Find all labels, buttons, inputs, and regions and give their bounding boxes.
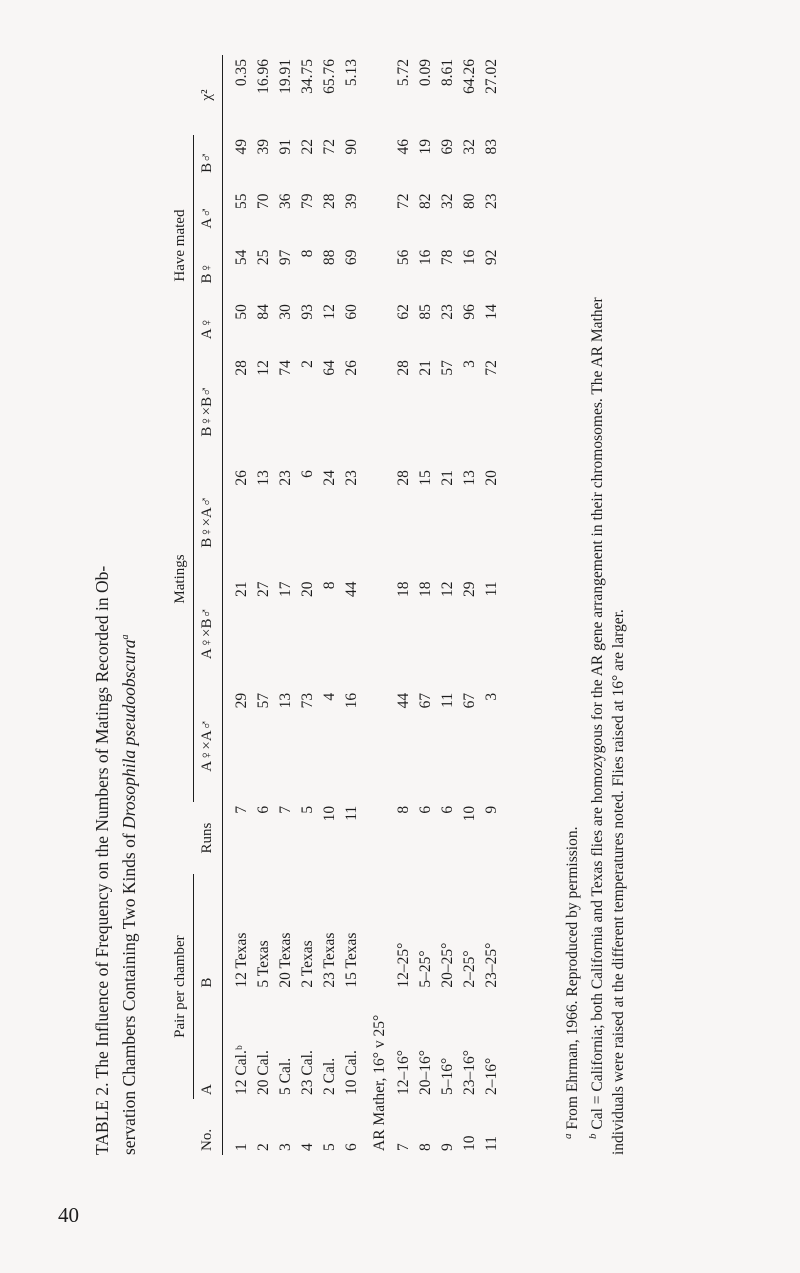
group-pair-per-chamber: Pair per chamber xyxy=(170,874,194,1099)
table-row: 10 23–16° 2–25° 10 67 29 13 3 96 16 80 32 64.26 xyxy=(461,59,478,1151)
table-row: 8 20–16° 5–25° 6 67 18 15 21 85 16 82 19 0.09 xyxy=(417,59,434,1151)
table-row: 3 5 Cal. 20 Texas 7 13 17 23 74 30 97 36 91 19.91 xyxy=(277,59,294,1151)
col-a-female: A♀ xyxy=(194,300,223,356)
col-chi-square: χ² xyxy=(170,55,223,135)
matings-table xyxy=(170,55,503,1155)
table-row: 6 10 Cal. 15 Texas 11 16 44 23 26 60 69 39 90 5.13 xyxy=(343,59,360,1151)
section-row xyxy=(363,55,393,1155)
footnote-b: $^b$ Cal = California; both California and Texas flies are homozygous for the AR gene arrangement in their chromosomes. The AR Mather xyxy=(587,297,607,1139)
caption-line-1: TABLE 2. The Influence of Frequency on the Numbers of Matings Recorded in Ob- xyxy=(92,565,112,1155)
group-have-mated: Have mated xyxy=(170,135,194,356)
rotated-table-region xyxy=(90,5,650,1155)
table-row: 1 12 Cal.ᵇ 12 Texas 7 29 21 26 28 50 54 55 49 0.35 xyxy=(233,59,250,1151)
group-matings: Matings xyxy=(170,356,194,802)
col-no: No. xyxy=(170,1099,223,1155)
table-row: 7 12–16° 12–25° 8 44 18 28 28 62 56 72 46 5.72 xyxy=(395,59,412,1151)
col-b: B xyxy=(194,874,223,991)
footnote-a: $^a$ From Ehrman, 1966. Reproduced by permission. xyxy=(562,826,582,1139)
col-b-male: B♂ xyxy=(194,135,223,190)
table-row: 9 5–16° 20–25° 6 11 12 21 57 23 78 32 69 8.61 xyxy=(439,59,456,1151)
table-row: 5 2 Cal. 23 Texas 10 4 8 24 64 12 88 28 72 65.76 xyxy=(321,59,338,1151)
table-row: 11 2–16° 23–25° 9 3 11 20 72 14 92 23 83 27.02 xyxy=(483,59,500,1151)
table-footnotes xyxy=(558,55,629,1155)
col-axb: A♀×B♂ xyxy=(194,577,223,688)
col-bxa: B♀×A♂ xyxy=(194,466,223,577)
table-row: 4 23 Cal. 2 Texas 5 73 20 6 2 93 8 79 22 34.75 xyxy=(299,59,316,1151)
col-b-female: B♀ xyxy=(194,246,223,301)
col-a-male: A♂ xyxy=(194,190,223,246)
section-title: AR Mather, 16° v 25° xyxy=(371,1014,388,1151)
caption-line-2: servation Chambers Containing Two Kinds of Drosophila pseudoobscura$^a$ xyxy=(118,634,139,1155)
species-name: Drosophila pseudoobscura xyxy=(118,639,139,829)
col-axa: A♀×A♂ xyxy=(194,689,223,802)
col-a: A xyxy=(194,992,223,1099)
page-number: 40 xyxy=(58,1203,79,1227)
footnote-b-continued: individuals were raised at the different temperatures noted. Flies raised at 16° are larger. xyxy=(610,609,628,1155)
table-caption xyxy=(90,55,141,1155)
col-bxb: B♀×B♂ xyxy=(194,356,223,466)
col-runs: Runs xyxy=(170,802,223,874)
table-row: 2 20 Cal. 5 Texas 6 57 27 13 12 84 25 70 39 16.96 xyxy=(255,59,272,1151)
